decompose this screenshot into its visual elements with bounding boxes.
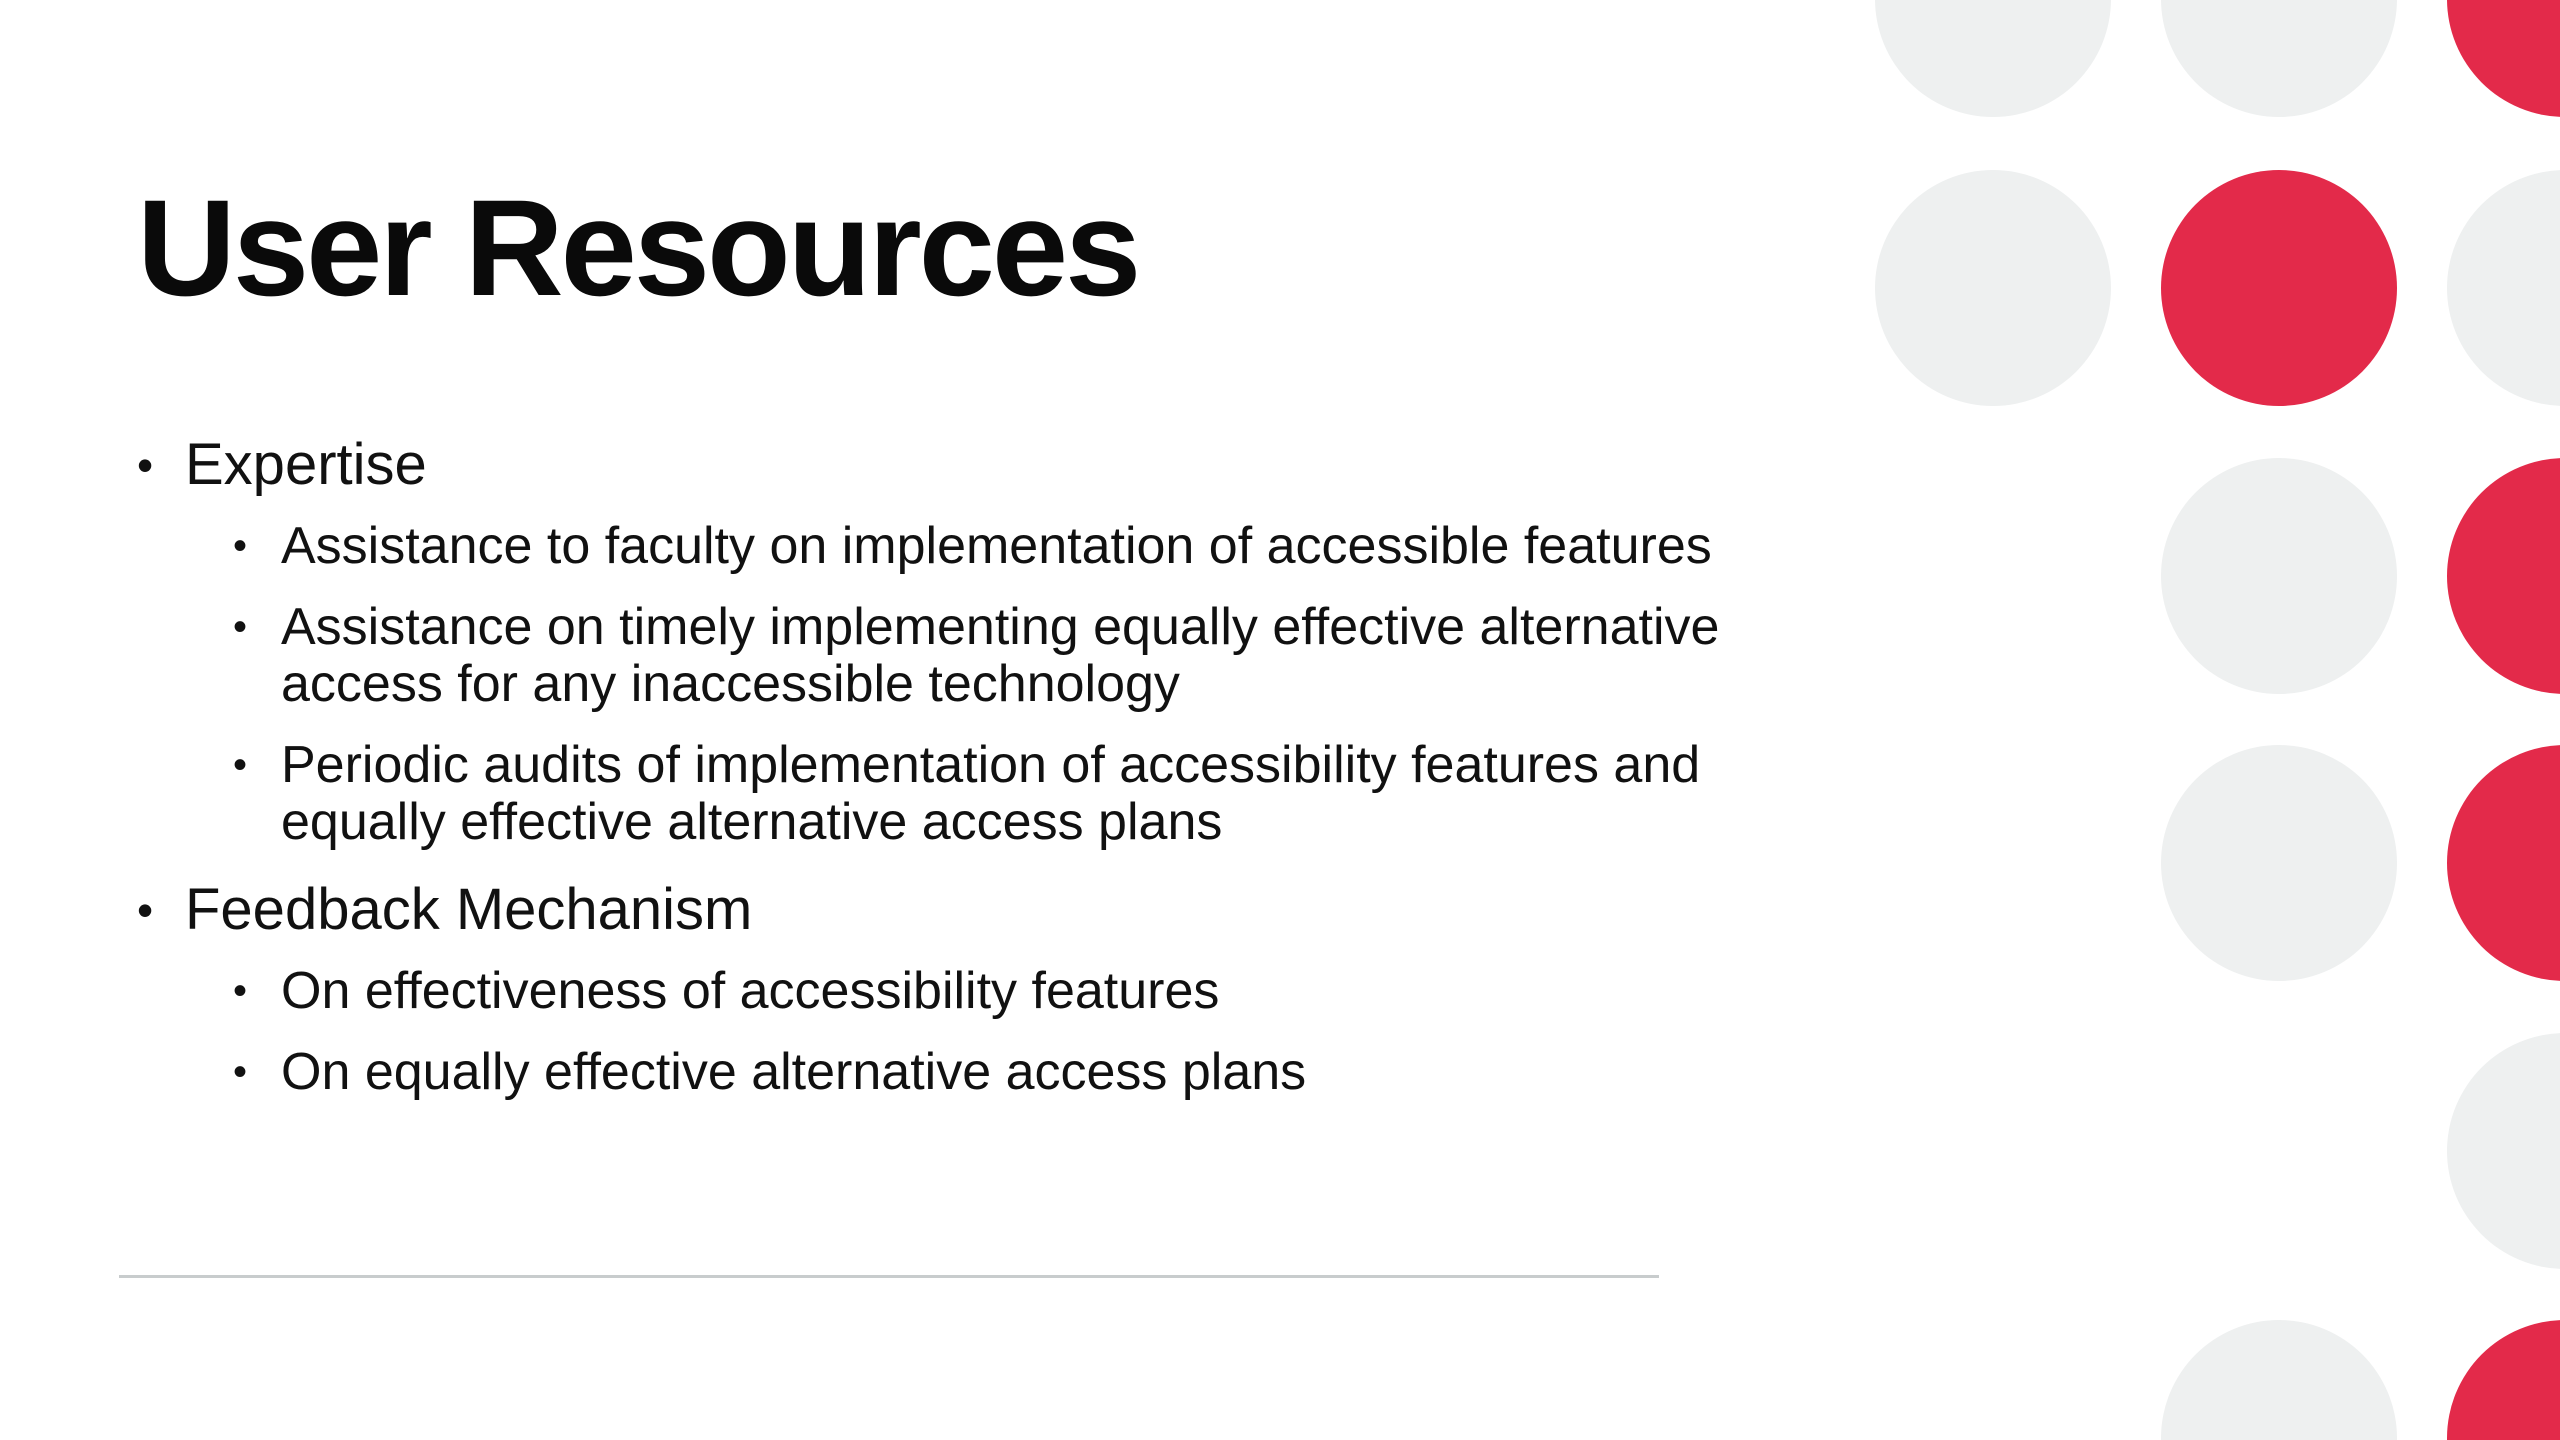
sub-bullet-text: Assistance to faculty on implementation of accessible features (281, 517, 1712, 575)
sub-bullet-list (233, 963, 1667, 1101)
decorative-circle (2161, 1320, 2397, 1440)
decorative-circle (1875, 170, 2111, 406)
bullet-icon: • (233, 743, 248, 787)
bullet-item-feedback-mechanism (137, 875, 1667, 945)
decorative-circle (2161, 0, 2397, 117)
decorative-circle (2447, 1320, 2560, 1440)
decorative-circle (2161, 458, 2397, 694)
sub-bullet-item (233, 737, 1781, 851)
bullet-icon: • (233, 605, 248, 649)
decorative-circle (2161, 170, 2397, 406)
footer-divider (119, 1275, 1659, 1278)
decorative-circle (2447, 0, 2560, 117)
decorative-circle (2447, 170, 2560, 406)
bullet-icon: • (233, 1050, 248, 1094)
bullet-label: Expertise (185, 432, 427, 497)
sub-bullet-item (233, 1044, 1781, 1101)
sub-bullet-text: Periodic audits of implementation of accessibility features and equally effective alternative access plans (281, 736, 1701, 851)
bullet-label: Feedback Mechanism (185, 877, 753, 942)
bullet-icon: • (233, 524, 248, 568)
decorative-circle (2447, 745, 2560, 981)
bullet-item-expertise (137, 430, 1667, 500)
decorative-circle (2447, 458, 2560, 694)
sub-bullet-item (233, 963, 1781, 1020)
decorative-circle (2161, 745, 2397, 981)
bullet-list (137, 430, 1720, 1125)
sub-bullet-text: On effectiveness of accessibility features (281, 962, 1220, 1020)
bullet-icon: • (137, 884, 154, 936)
sub-bullet-text: On equally effective alternative access plans (281, 1043, 1307, 1101)
sub-bullet-list (233, 517, 1720, 851)
bullet-icon: • (137, 439, 154, 491)
sub-bullet-item (233, 599, 1781, 713)
decorative-circle (2447, 1033, 2560, 1269)
sub-bullet-text: Assistance on timely implementing equally effective alternative access for any inaccessible technology (281, 598, 1720, 713)
bullet-icon: • (233, 969, 248, 1013)
decorative-circle (1875, 0, 2111, 117)
sub-bullet-item (233, 518, 1781, 575)
slide-title: User Resources (137, 172, 1139, 325)
